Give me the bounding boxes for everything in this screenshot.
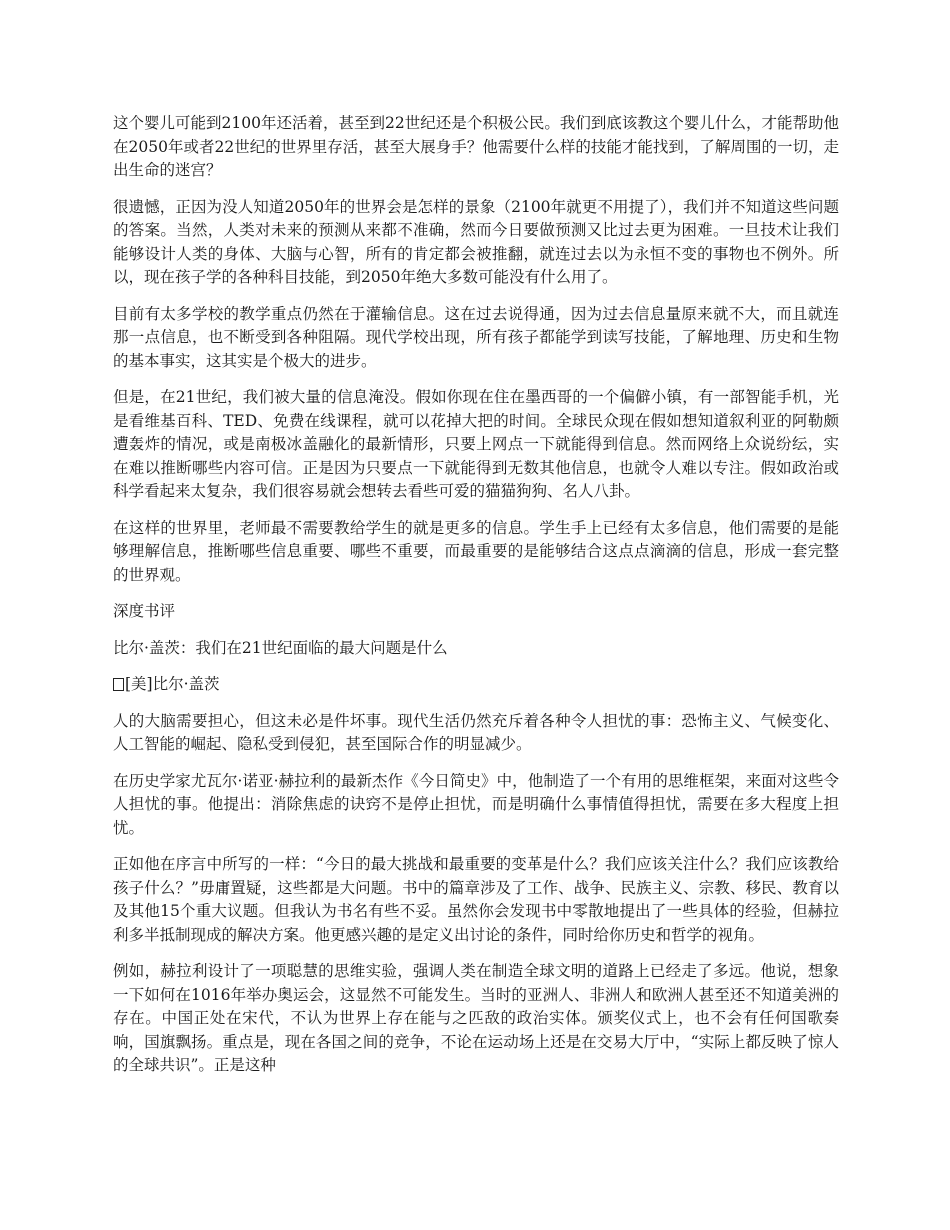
section-label: 深度书评 — [113, 602, 176, 620]
article-page — [113, 112, 839, 1091]
placeholder-box-icon — [113, 678, 124, 691]
paragraph-3: 目前有太多学校的教学重点仍然在于灌输信息。这在过去说得通，因为过去信息量原来就不大，而且就连那一点信息，也不断受到各种阻隔。现代学校出现，所有孩子都能学到读写技能，了解地理、历史和生物的基本事实，这其实是个极大的进步。 — [113, 304, 839, 370]
paragraph-5: 在这样的世界里，老师最不需要教给学生的就是更多的信息。学生手上已经有太多信息，他们需要的是能够理解信息，推断哪些信息重要、哪些不重要，而最重要的是能够结合这点点滴滴的信息，形成一套完整的世界观。 — [113, 518, 839, 584]
author-name: [美]比尔·盖茨 — [125, 675, 220, 693]
paragraph-7: 在历史学家尤瓦尔·诺亚·赫拉利的最新杰作《今日简史》中，他制造了一个有用的思维框架，来面对这些令人担忧的事。他提出：消除焦虑的诀窍不是停止担忧，而是明确什么事情值得担忧，需要在多大程度上担忧。 — [113, 771, 839, 837]
paragraph-2: 很遗憾，正因为没人知道2050年的世界会是怎样的景象（2100年就更不用提了），我们并不知道这些问题的答案。当然，人类对未来的预测从来都不准确，然而今日要做预测又比过去更为困难。一旦技术让我们能够设计人类的身体、大脑与心智，所有的肯定都会被推翻，就连过去以为永恒不变的事物也不例外。所以，现在孩子学的各种科目技能，到2050年绝大多数可能没有什么用了。 — [113, 197, 839, 286]
paragraph-1: 这个婴儿可能到2100年还活着，甚至到22世纪还是个积极公民。我们到底该教这个婴儿什么，才能帮助他在2050年或者22世纪的世界里存活，甚至大展身手？他需要什么样的技能才能找到，了解周围的一切，走出生命的迷宫？ — [113, 114, 839, 179]
paragraph-8: 正如他在序言中所写的一样：“今日的最大挑战和最重要的变革是什么？我们应该关注什么？我们应该教给孩子什么？”毋庸置疑，这些都是大问题。书中的篇章涉及了工作、战争、民族主义、宗教、移民、教育以及其他15个重大议题。但我认为书名有些不妥。虽然你会发现书中零散地提出了一些具体的经验，但赫拉利多半抵制现成的解决方案。他更感兴趣的是定义出讨论的条件，同时给你历史和哲学的视角。 — [113, 855, 839, 944]
paragraph-4: 但是，在21世纪，我们被大量的信息淹没。假如你现在住在墨西哥的一个偏僻小镇，有一部智能手机，光是看维基百科、TED、免费在线课程，就可以花掉大把的时间。全球民众现在假如想知道叙利亚的阿勒颇遭轰炸的情况，或是南极冰盖融化的最新情形，只要上网点一下就能得到信息。然而网络上众说纷纭，实在难以推断哪些内容可信。正是因为只要点一下就能得到无数其他信息，也就令人难以专注。假如政治或科学看起来太复杂，我们很容易就会想转去看些可爱的猫猫狗狗、名人八卦。 — [113, 388, 839, 500]
author-line — [113, 673, 839, 697]
review-title: 比尔·盖茨：我们在21世纪面临的最大问题是什么 — [113, 638, 448, 657]
paragraph-6: 人的大脑需要担心，但这未必是件坏事。现代生活仍然充斥着各种令人担忧的事：恐怖主义、气候变化、人工智能的崛起、隐私受到侵犯，甚至国际合作的明显减少。 — [113, 711, 839, 753]
paragraph-9: 例如，赫拉利设计了一项聪慧的思维实验，强调人类在制造全球文明的道路上已经走了多远。他说，想象一下如何在1016年举办奥运会，这显然不可能发生。当时的亚洲人、非洲人和欧洲人甚至还不知道美洲的存在。中国正处在宋代，不认为世界上存在能与之匹敌的政治实体。颁奖仪式上，也不会有任何国歌奏响，国旗飘扬。重点是，现在各国之间的竞争，不论在运动场上还是在交易大厅中，“实际上都反映了惊人的全球共识”。正是这种 — [113, 962, 839, 1074]
